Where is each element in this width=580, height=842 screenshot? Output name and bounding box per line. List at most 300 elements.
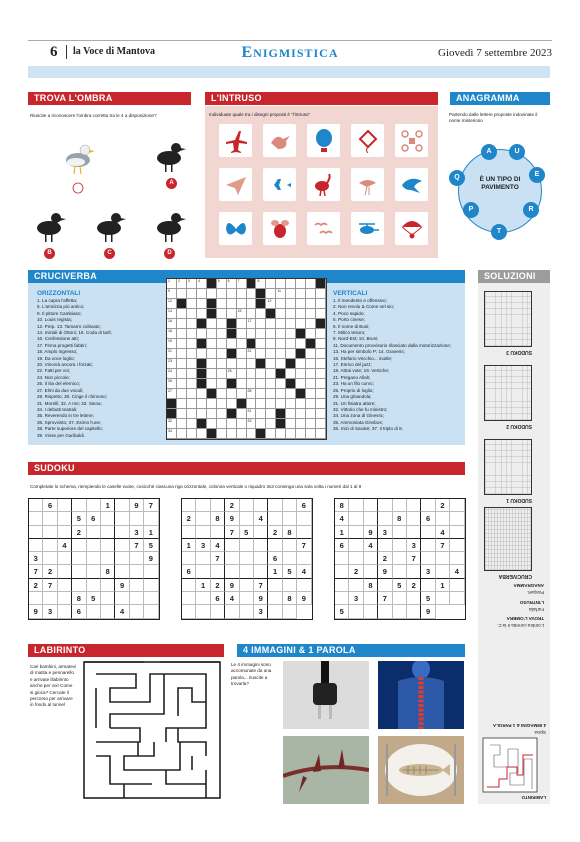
sudoku-cell[interactable] bbox=[349, 526, 363, 539]
crossword-cell[interactable] bbox=[286, 279, 296, 289]
balloon-icon[interactable] bbox=[307, 124, 340, 157]
crossword-cell[interactable] bbox=[167, 309, 177, 319]
crossword-cell[interactable] bbox=[266, 299, 276, 309]
sudoku-cell[interactable] bbox=[297, 552, 311, 565]
crossword-cell[interactable] bbox=[197, 349, 207, 359]
ostrich-icon[interactable] bbox=[307, 168, 340, 201]
sudoku-cell[interactable] bbox=[436, 592, 450, 605]
sudoku-cell[interactable] bbox=[130, 605, 144, 618]
sudoku-cell[interactable] bbox=[407, 526, 421, 539]
crossword-cell[interactable] bbox=[187, 389, 197, 399]
sudoku-cell[interactable] bbox=[87, 565, 101, 578]
crossword-cell[interactable] bbox=[237, 419, 247, 429]
crossword-cell[interactable] bbox=[247, 319, 257, 329]
crossword-cell[interactable] bbox=[217, 409, 227, 419]
butterfly-icon[interactable] bbox=[219, 212, 252, 245]
crossword-cell[interactable] bbox=[167, 279, 177, 289]
sudoku-cell[interactable] bbox=[130, 579, 144, 592]
sudoku-cell[interactable] bbox=[144, 565, 158, 578]
crossword-cell[interactable] bbox=[217, 339, 227, 349]
crossword-cell[interactable] bbox=[247, 349, 257, 359]
crossword-cell[interactable] bbox=[316, 359, 326, 369]
crossword-cell[interactable] bbox=[306, 329, 316, 339]
crossword-cell[interactable] bbox=[187, 399, 197, 409]
crossword-cell[interactable] bbox=[296, 289, 306, 299]
crossword-cell[interactable] bbox=[276, 279, 286, 289]
crossword-cell[interactable] bbox=[296, 309, 306, 319]
sudoku-cell[interactable] bbox=[130, 592, 144, 605]
sudoku-cell[interactable] bbox=[182, 579, 196, 592]
sudoku-cell[interactable] bbox=[393, 605, 407, 618]
sudoku-cell[interactable] bbox=[196, 526, 210, 539]
sudoku-grid-2[interactable] bbox=[181, 498, 313, 620]
crossword-cell[interactable] bbox=[286, 399, 296, 409]
crossword-cell[interactable] bbox=[217, 319, 227, 329]
crossword-cell[interactable] bbox=[187, 409, 197, 419]
sudoku-cell[interactable] bbox=[254, 526, 268, 539]
sudoku-cell[interactable] bbox=[297, 526, 311, 539]
sudoku-cell[interactable] bbox=[450, 539, 464, 552]
crossword-cell[interactable] bbox=[247, 409, 257, 419]
crossword-cell[interactable] bbox=[276, 389, 286, 399]
sudoku-cell[interactable] bbox=[101, 592, 115, 605]
crossword-cell[interactable] bbox=[167, 349, 177, 359]
crossword-cell[interactable] bbox=[207, 339, 217, 349]
sudoku-cell[interactable] bbox=[72, 565, 86, 578]
crossword-cell[interactable] bbox=[227, 359, 237, 369]
sudoku-cell[interactable] bbox=[421, 552, 435, 565]
crossword-cell[interactable] bbox=[197, 299, 207, 309]
crossword-cell[interactable] bbox=[167, 379, 177, 389]
paper-plane-icon[interactable] bbox=[219, 168, 252, 201]
crossword-cell[interactable] bbox=[306, 409, 316, 419]
sudoku-cell[interactable] bbox=[130, 512, 144, 525]
crossword-cell[interactable] bbox=[187, 319, 197, 329]
crossword-cell[interactable] bbox=[187, 299, 197, 309]
crossword-cell[interactable] bbox=[217, 279, 227, 289]
crossword-cell[interactable] bbox=[286, 289, 296, 299]
crossword-cell[interactable] bbox=[256, 329, 266, 339]
crossword-cell[interactable] bbox=[256, 339, 266, 349]
crossword-cell[interactable] bbox=[177, 309, 187, 319]
crossword-cell[interactable] bbox=[266, 379, 276, 389]
crossword-cell[interactable] bbox=[316, 309, 326, 319]
crossword-cell[interactable] bbox=[197, 429, 207, 439]
crossword-cell[interactable] bbox=[167, 429, 177, 439]
crossword-cell[interactable] bbox=[266, 359, 276, 369]
sudoku-cell[interactable] bbox=[364, 605, 378, 618]
sudoku-cell[interactable] bbox=[450, 526, 464, 539]
sudoku-cell[interactable] bbox=[335, 565, 349, 578]
sudoku-cell[interactable] bbox=[364, 565, 378, 578]
sudoku-cell[interactable] bbox=[211, 526, 225, 539]
sudoku-cell[interactable] bbox=[254, 565, 268, 578]
crossword-cell[interactable] bbox=[306, 359, 316, 369]
sudoku-cell[interactable] bbox=[115, 592, 129, 605]
sudoku-cell[interactable] bbox=[450, 592, 464, 605]
crossword-cell[interactable] bbox=[217, 309, 227, 319]
crossword-cell[interactable] bbox=[316, 399, 326, 409]
crossword-cell[interactable] bbox=[227, 369, 237, 379]
sudoku-cell[interactable] bbox=[393, 499, 407, 512]
crossword-cell[interactable] bbox=[266, 429, 276, 439]
crossword-cell[interactable] bbox=[197, 399, 207, 409]
sudoku-cell[interactable] bbox=[211, 499, 225, 512]
maze[interactable] bbox=[82, 660, 222, 800]
crossword-cell[interactable] bbox=[207, 379, 217, 389]
crossword-cell[interactable] bbox=[177, 279, 187, 289]
crossword-cell[interactable] bbox=[177, 339, 187, 349]
crossword-cell[interactable] bbox=[266, 419, 276, 429]
crossword-cell[interactable] bbox=[237, 369, 247, 379]
sudoku-cell[interactable] bbox=[268, 539, 282, 552]
crossword-cell[interactable] bbox=[306, 369, 316, 379]
crossword-cell[interactable] bbox=[306, 389, 316, 399]
sudoku-cell[interactable] bbox=[268, 592, 282, 605]
crossword-cell[interactable] bbox=[316, 349, 326, 359]
crossword-cell[interactable] bbox=[217, 349, 227, 359]
sudoku-cell[interactable] bbox=[393, 539, 407, 552]
sudoku-cell[interactable] bbox=[240, 539, 254, 552]
crossword-cell[interactable] bbox=[237, 339, 247, 349]
crossword-cell[interactable] bbox=[217, 429, 227, 439]
sudoku-cell[interactable] bbox=[225, 605, 239, 618]
sudoku-cell[interactable] bbox=[240, 579, 254, 592]
crossword-cell[interactable] bbox=[306, 379, 316, 389]
crossword-cell[interactable] bbox=[177, 409, 187, 419]
sudoku-cell[interactable] bbox=[115, 539, 129, 552]
sudoku-cell[interactable] bbox=[283, 552, 297, 565]
crossword-cell[interactable] bbox=[237, 289, 247, 299]
sudoku-cell[interactable] bbox=[182, 552, 196, 565]
sudoku-cell[interactable] bbox=[297, 579, 311, 592]
sudoku-cell[interactable] bbox=[297, 512, 311, 525]
crossword-cell[interactable] bbox=[286, 299, 296, 309]
crossword-cell[interactable] bbox=[227, 399, 237, 409]
crossword-cell[interactable] bbox=[316, 429, 326, 439]
sudoku-cell[interactable] bbox=[378, 499, 392, 512]
sudoku-cell[interactable] bbox=[349, 579, 363, 592]
sudoku-cell[interactable] bbox=[196, 552, 210, 565]
crossword-cell[interactable] bbox=[177, 399, 187, 409]
crossword-cell[interactable] bbox=[306, 279, 316, 289]
crossword-cell[interactable] bbox=[207, 409, 217, 419]
sudoku-cell[interactable] bbox=[407, 512, 421, 525]
crossword-cell[interactable] bbox=[167, 359, 177, 369]
crossword-cell[interactable] bbox=[276, 309, 286, 319]
sudoku-cell[interactable] bbox=[144, 512, 158, 525]
crossword-cell[interactable] bbox=[197, 329, 207, 339]
crossword-cell[interactable] bbox=[227, 289, 237, 299]
sudoku-cell[interactable] bbox=[58, 512, 72, 525]
crossword-cell[interactable] bbox=[187, 429, 197, 439]
crossword-cell[interactable] bbox=[197, 289, 207, 299]
crossword-cell[interactable] bbox=[256, 389, 266, 399]
crossword-cell[interactable] bbox=[296, 429, 306, 439]
sudoku-cell[interactable] bbox=[421, 499, 435, 512]
crossword-cell[interactable] bbox=[296, 359, 306, 369]
crossword-cell[interactable] bbox=[247, 379, 257, 389]
crossword-cell[interactable] bbox=[266, 289, 276, 299]
bee-icon[interactable] bbox=[263, 212, 296, 245]
crossword-cell[interactable] bbox=[177, 429, 187, 439]
crossword-cell[interactable] bbox=[286, 309, 296, 319]
crossword-cell[interactable] bbox=[266, 329, 276, 339]
sudoku-cell[interactable] bbox=[29, 539, 43, 552]
sudoku-cell[interactable] bbox=[393, 552, 407, 565]
crossword-cell[interactable] bbox=[207, 289, 217, 299]
crossword-cell[interactable] bbox=[207, 329, 217, 339]
sudoku-cell[interactable] bbox=[101, 512, 115, 525]
crossword-cell[interactable] bbox=[177, 289, 187, 299]
crossword-grid[interactable] bbox=[166, 278, 327, 440]
sudoku-cell[interactable] bbox=[240, 512, 254, 525]
crossword-cell[interactable] bbox=[247, 389, 257, 399]
sudoku-cell[interactable] bbox=[144, 579, 158, 592]
crossword-cell[interactable] bbox=[227, 339, 237, 349]
sudoku-cell[interactable] bbox=[58, 552, 72, 565]
sudoku-cell[interactable] bbox=[101, 539, 115, 552]
crossword-cell[interactable] bbox=[296, 419, 306, 429]
sudoku-cell[interactable] bbox=[407, 565, 421, 578]
crossword-cell[interactable] bbox=[276, 339, 286, 349]
sudoku-cell[interactable] bbox=[58, 592, 72, 605]
crossword-cell[interactable] bbox=[217, 369, 227, 379]
crossword-cell[interactable] bbox=[286, 419, 296, 429]
crossword-cell[interactable] bbox=[197, 389, 207, 399]
crossword-cell[interactable] bbox=[306, 299, 316, 309]
crossword-cell[interactable] bbox=[167, 299, 177, 309]
sudoku-cell[interactable] bbox=[58, 565, 72, 578]
sudoku-cell[interactable] bbox=[268, 605, 282, 618]
crossword-cell[interactable] bbox=[207, 419, 217, 429]
crossword-cell[interactable] bbox=[296, 369, 306, 379]
crossword-cell[interactable] bbox=[207, 349, 217, 359]
crossword-cell[interactable] bbox=[286, 429, 296, 439]
sudoku-cell[interactable] bbox=[335, 579, 349, 592]
crossword-cell[interactable] bbox=[247, 329, 257, 339]
sudoku-cell[interactable] bbox=[211, 565, 225, 578]
crossword-cell[interactable] bbox=[227, 419, 237, 429]
sudoku-cell[interactable] bbox=[254, 552, 268, 565]
crossword-cell[interactable] bbox=[167, 389, 177, 399]
sudoku-cell[interactable] bbox=[211, 605, 225, 618]
sudoku-cell[interactable] bbox=[240, 592, 254, 605]
crossword-cell[interactable] bbox=[237, 379, 247, 389]
crossword-cell[interactable] bbox=[286, 389, 296, 399]
crossword-cell[interactable] bbox=[237, 319, 247, 329]
crossword-cell[interactable] bbox=[306, 319, 316, 329]
crossword-cell[interactable] bbox=[177, 319, 187, 329]
sudoku-cell[interactable] bbox=[349, 499, 363, 512]
crossword-cell[interactable] bbox=[187, 289, 197, 299]
sudoku-cell[interactable] bbox=[115, 565, 129, 578]
sudoku-cell[interactable] bbox=[378, 605, 392, 618]
crossword-cell[interactable] bbox=[197, 409, 207, 419]
sudoku-cell[interactable] bbox=[240, 565, 254, 578]
parachute-icon[interactable] bbox=[395, 212, 428, 245]
sudoku-grid-1[interactable] bbox=[28, 498, 160, 620]
crossword-cell[interactable] bbox=[276, 319, 286, 329]
sudoku-cell[interactable] bbox=[87, 539, 101, 552]
sudoku-cell[interactable] bbox=[182, 605, 196, 618]
sudoku-cell[interactable] bbox=[364, 512, 378, 525]
crossword-cell[interactable] bbox=[266, 349, 276, 359]
crossword-cell[interactable] bbox=[217, 389, 227, 399]
crossword-cell[interactable] bbox=[207, 319, 217, 329]
sudoku-cell[interactable] bbox=[87, 552, 101, 565]
sudoku-cell[interactable] bbox=[225, 565, 239, 578]
sudoku-cell[interactable] bbox=[407, 592, 421, 605]
sudoku-cell[interactable] bbox=[268, 512, 282, 525]
crossword-cell[interactable] bbox=[316, 419, 326, 429]
crossword-cell[interactable] bbox=[217, 289, 227, 299]
sudoku-cell[interactable] bbox=[196, 592, 210, 605]
crossword-cell[interactable] bbox=[256, 379, 266, 389]
crossword-cell[interactable] bbox=[177, 369, 187, 379]
sudoku-cell[interactable] bbox=[87, 605, 101, 618]
sudoku-cell[interactable] bbox=[450, 579, 464, 592]
crossword-cell[interactable] bbox=[207, 359, 217, 369]
crossword-cell[interactable] bbox=[306, 309, 316, 319]
crossword-cell[interactable] bbox=[256, 279, 266, 289]
crossword-cell[interactable] bbox=[256, 349, 266, 359]
sudoku-cell[interactable] bbox=[115, 499, 129, 512]
sudoku-cell[interactable] bbox=[436, 565, 450, 578]
sudoku-cell[interactable] bbox=[378, 579, 392, 592]
crossword-cell[interactable] bbox=[197, 309, 207, 319]
crossword-cell[interactable] bbox=[316, 329, 326, 339]
crossword-cell[interactable] bbox=[237, 359, 247, 369]
crossword-cell[interactable] bbox=[187, 419, 197, 429]
sudoku-cell[interactable] bbox=[349, 539, 363, 552]
sudoku-cell[interactable] bbox=[101, 552, 115, 565]
stork-icon[interactable] bbox=[351, 168, 384, 201]
crossword-cell[interactable] bbox=[266, 369, 276, 379]
crossword-cell[interactable] bbox=[217, 329, 227, 339]
crossword-cell[interactable] bbox=[276, 379, 286, 389]
sudoku-cell[interactable] bbox=[240, 605, 254, 618]
crossword-cell[interactable] bbox=[256, 419, 266, 429]
sudoku-cell[interactable] bbox=[407, 499, 421, 512]
sudoku-cell[interactable] bbox=[196, 512, 210, 525]
crossword-cell[interactable] bbox=[247, 299, 257, 309]
crossword-cell[interactable] bbox=[296, 339, 306, 349]
crossword-cell[interactable] bbox=[237, 429, 247, 439]
crossword-cell[interactable] bbox=[286, 369, 296, 379]
sudoku-cell[interactable] bbox=[87, 579, 101, 592]
crossword-cell[interactable] bbox=[227, 389, 237, 399]
crossword-cell[interactable] bbox=[237, 389, 247, 399]
sudoku-cell[interactable] bbox=[144, 592, 158, 605]
sudoku-cell[interactable] bbox=[393, 526, 407, 539]
helicopter-icon[interactable] bbox=[351, 212, 384, 245]
sudoku-cell[interactable] bbox=[283, 512, 297, 525]
crossword-cell[interactable] bbox=[276, 349, 286, 359]
sudoku-cell[interactable] bbox=[421, 579, 435, 592]
crossword-cell[interactable] bbox=[286, 349, 296, 359]
sudoku-cell[interactable] bbox=[182, 592, 196, 605]
crossword-cell[interactable] bbox=[266, 399, 276, 409]
sudoku-cell[interactable] bbox=[349, 605, 363, 618]
seagulls-icon[interactable] bbox=[307, 212, 340, 245]
crossword-cell[interactable] bbox=[306, 399, 316, 409]
crossword-cell[interactable] bbox=[187, 369, 197, 379]
crossword-cell[interactable] bbox=[247, 419, 257, 429]
sudoku-cell[interactable] bbox=[29, 512, 43, 525]
crossword-cell[interactable] bbox=[247, 369, 257, 379]
crossword-cell[interactable] bbox=[266, 339, 276, 349]
drone-icon[interactable] bbox=[395, 124, 428, 157]
sudoku-cell[interactable] bbox=[393, 592, 407, 605]
crossword-cell[interactable] bbox=[286, 319, 296, 329]
crossword-cell[interactable] bbox=[237, 349, 247, 359]
crossword-cell[interactable] bbox=[167, 369, 177, 379]
crossword-cell[interactable] bbox=[217, 419, 227, 429]
crossword-cell[interactable] bbox=[306, 349, 316, 359]
crossword-cell[interactable] bbox=[306, 429, 316, 439]
kite-icon[interactable] bbox=[351, 124, 384, 157]
sudoku-cell[interactable] bbox=[378, 512, 392, 525]
sudoku-cell[interactable] bbox=[407, 605, 421, 618]
crossword-cell[interactable] bbox=[187, 379, 197, 389]
sudoku-cell[interactable] bbox=[87, 526, 101, 539]
sudoku-cell[interactable] bbox=[182, 526, 196, 539]
crossword-cell[interactable] bbox=[207, 369, 217, 379]
crossword-cell[interactable] bbox=[177, 329, 187, 339]
sudoku-cell[interactable] bbox=[436, 552, 450, 565]
crossword-cell[interactable] bbox=[286, 329, 296, 339]
sudoku-cell[interactable] bbox=[101, 526, 115, 539]
crossword-cell[interactable] bbox=[217, 299, 227, 309]
crossword-cell[interactable] bbox=[247, 399, 257, 409]
crossword-cell[interactable] bbox=[237, 309, 247, 319]
sudoku-cell[interactable] bbox=[450, 512, 464, 525]
crossword-cell[interactable] bbox=[227, 279, 237, 289]
sudoku-cell[interactable] bbox=[349, 552, 363, 565]
crossword-cell[interactable] bbox=[177, 389, 187, 399]
crossword-cell[interactable] bbox=[316, 289, 326, 299]
sudoku-cell[interactable] bbox=[58, 605, 72, 618]
crossword-cell[interactable] bbox=[247, 359, 257, 369]
sudoku-cell[interactable] bbox=[364, 552, 378, 565]
sudoku-cell[interactable] bbox=[349, 512, 363, 525]
crossword-cell[interactable] bbox=[286, 339, 296, 349]
sudoku-cell[interactable] bbox=[283, 499, 297, 512]
sudoku-cell[interactable] bbox=[283, 605, 297, 618]
sudoku-cell[interactable] bbox=[240, 499, 254, 512]
sudoku-cell[interactable] bbox=[43, 512, 57, 525]
crossword-cell[interactable] bbox=[296, 399, 306, 409]
sudoku-cell[interactable] bbox=[268, 579, 282, 592]
plane-icon[interactable] bbox=[219, 124, 252, 157]
crossword-cell[interactable] bbox=[207, 399, 217, 409]
crossword-cell[interactable] bbox=[286, 409, 296, 419]
sudoku-cell[interactable] bbox=[72, 539, 86, 552]
crossword-cell[interactable] bbox=[177, 359, 187, 369]
sudoku-cell[interactable] bbox=[29, 499, 43, 512]
sudoku-cell[interactable] bbox=[43, 539, 57, 552]
sudoku-cell[interactable] bbox=[58, 526, 72, 539]
crossword-cell[interactable] bbox=[167, 289, 177, 299]
sudoku-grid-3[interactable] bbox=[334, 498, 466, 620]
crossword-cell[interactable] bbox=[187, 329, 197, 339]
crossword-cell[interactable] bbox=[237, 329, 247, 339]
sudoku-cell[interactable] bbox=[196, 605, 210, 618]
crossword-cell[interactable] bbox=[237, 299, 247, 309]
sudoku-cell[interactable] bbox=[43, 552, 57, 565]
crossword-cell[interactable] bbox=[167, 339, 177, 349]
